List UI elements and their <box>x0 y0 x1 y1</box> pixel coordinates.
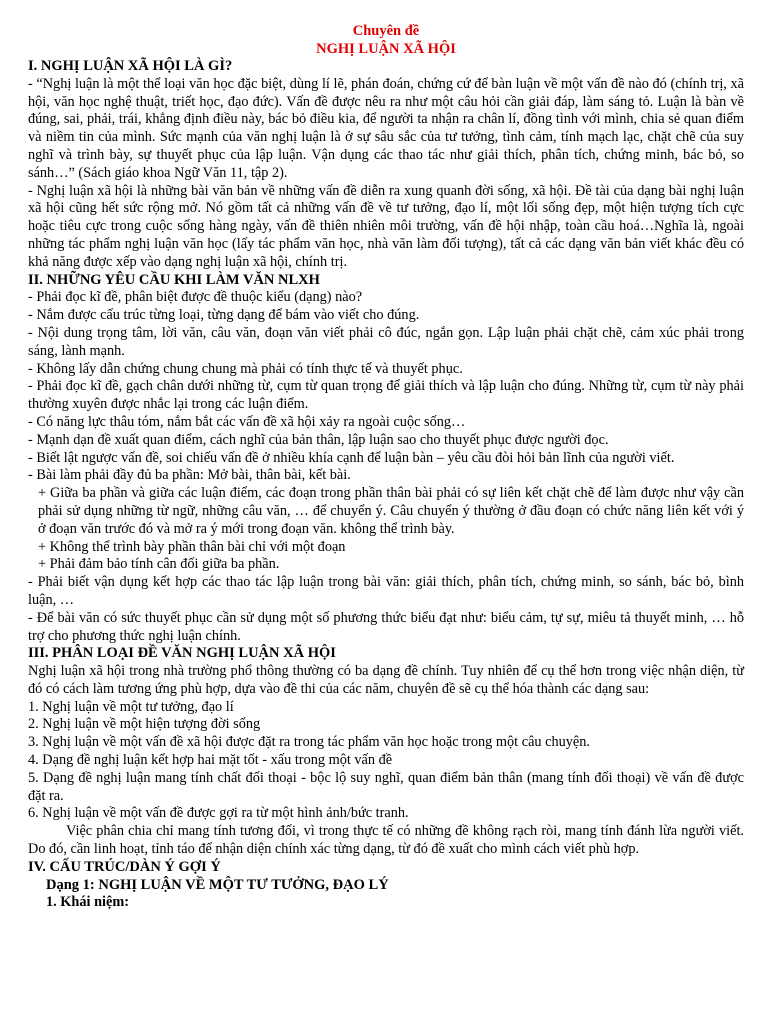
section-heading-1: I. NGHỊ LUẬN XÃ HỘI LÀ GÌ? <box>28 58 233 74</box>
paragraph: - Nghị luận xã hội là những bài văn bản về những vấn đề diễn ra xung quanh đời sống, xã hội. Đề tài của dạng bài nghị luận xã hội cũng hết sức rộng mở. Nó gồm tất cả những vấn đề về tư tưởng, đạo lí, một lối sống đẹp, một hiện tượng tích cực hoặc tiêu cực trong cuộc sống hàng ngày, vấn đề thiên nhiên môi trường, vấn đề hội nhập, toàn cầu hoá…Nghĩa là, ngoài những tác phẩm nghị luận văn học (lấy tác phẩm văn học, nhà văn làm đối tượng), tất cả các dạng văn bản viết khác đều có khả năng được xếp vào dạng nghị luận xã hội, chính trị. <box>28 182 744 270</box>
section-heading-2: II. NHỮNG YÊU CẦU KHI LÀM VĂN NLXH <box>28 271 320 288</box>
section-heading-3: III. PHÂN LOẠI ĐỀ VĂN NGHỊ LUẬN XÃ HỘI <box>28 645 336 662</box>
list-item: - Bài làm phải đầy đủ ba phần: Mở bài, thân bài, kết bài. <box>28 467 351 484</box>
list-item: - Để bài văn có sức thuyết phục cần sử dụng một số phương thức biểu đạt như: biểu cảm, tự sự, miêu tả thuyết minh, … hỗ trợ cho phương thức nghị luận chính. <box>28 609 744 644</box>
sub-item: + Không thể trình bày phần thân bài chỉ với một đoạn <box>38 538 346 555</box>
list-item: - Mạnh dạn đề xuất quan điểm, cách nghĩ của bản thân, lập luận sao cho thuyết phục được người đọc. <box>28 431 609 448</box>
doc-subtitle: Chuyên đề <box>352 23 420 39</box>
list-item: - Có năng lực thâu tóm, nắm bắt các vấn đề xã hội xảy ra ngoài cuộc sống… <box>28 413 466 430</box>
paragraph: Việc phân chia chỉ mang tính tương đối, vì trong thực tế có những đề không rạch ròi, mang tính đánh lừa người viết. Do đó, cần linh hoạt, tỉnh táo để nhận diện chính xác từng dạng, từ đó đề xuất cho mình cách viết phù hợp. <box>28 823 744 858</box>
list-item: - Nội dung trọng tâm, lời văn, câu văn, đoạn văn viết phải cô đúc, ngắn gọn. Lập luận phải chặt chẽ, cảm xúc phải trong sáng, lành mạnh. <box>28 324 744 359</box>
subsection-heading: Dạng 1: NGHỊ LUẬN VỀ MỘT TƯ TƯỞNG, ĐẠO LÝ <box>46 876 389 893</box>
list-item: 6. Nghị luận về một vấn đề được gợi ra từ một hình ảnh/bức tranh. <box>28 805 409 822</box>
list-item: 3. Nghị luận về một vấn đề xã hội được đặt ra trong tác phẩm văn học hoặc trong một câu chuyện. <box>28 734 590 751</box>
list-item: - Phải đọc kĩ đề, phân biệt được đề thuộc kiểu (dạng) nào? <box>28 289 363 306</box>
list-item: - Phải biết vận dụng kết hợp các thao tác lập luận trong bài văn: giải thích, phân tích, chứng minh, so sánh, bác bỏ, bình luận, … <box>28 574 744 608</box>
list-item: 2. Nghị luận về một hiện tượng đời sống <box>28 716 261 733</box>
doc-title: NGHỊ LUẬN XÃ HỘI <box>316 41 456 57</box>
paragraph: Nghị luận xã hội trong nhà trường phổ thông thường có ba dạng đề chính. Tuy nhiên để cụ thể hơn trong việc nhận diện, từ đó có cách làm tương ứng phù hợp, dựa vào đề thi của các năm, chuyên đề sẽ cụ thể hóa thành các dạng sau: <box>28 663 744 697</box>
subsection-subheading: 1. Khái niệm: <box>46 894 130 911</box>
list-item: 5. Dạng đề nghị luận mang tính chất đối thoại - bộc lộ suy nghĩ, quan điểm bản thân (mang tính đối thoại) về vấn đề được đặt ra. <box>28 769 744 804</box>
section-heading-4: IV. CẤU TRÚC/DÀN Ý GỢI Ý <box>28 858 221 875</box>
paragraph: - “Nghị luận là một thể loại văn học đặc biệt, dùng lí lẽ, phán đoán, chứng cứ để bàn luận về một vấn đề nào đó (chính trị, xã hội, văn học nghệ thuật, triết học, đạo đức). Vấn đề được nêu ra như một câu hỏi cần giải đáp, làm sáng tỏ. Luận là bàn về đúng, sai, phải, trái, khẳng định điều này, bác bỏ điều kia, để người ta nhận ra chân lí, đồng tình với mình, chia sẻ quan điểm và niềm tin của mình. Sức mạnh của văn nghị luận là ở sự sâu sắc của tư tưởng, tình cảm, tính mạch lạc, chặt chẽ của suy nghĩ và trình bày, sự thuyết phục của lập luận. Vận dụng các thao tác như giải thích, phân tích, chứng minh, bác bỏ, so sánh…” (Sách giáo khoa Ngữ Văn 11, tập 2). <box>28 75 744 181</box>
sub-item: + Phải đảm bảo tính cân đối giữa ba phần. <box>38 556 280 573</box>
sub-item: + Giữa ba phần và giữa các luận điểm, các đoạn trong phần thân bài phải có sự liên kết chặt chẽ để làm được như vậy cần phải sử dụng những từ ngữ, những câu văn, … để chuyển ý. Câu chuyển ý thường ở đầu đoạn có chức năng liên kết với ý ở đoạn văn trước đó và mở ra ý mới trong đoạn văn. không thể trình bày. <box>38 485 744 537</box>
list-item: - Nắm được cấu trúc từng loại, từng dạng để bám vào viết cho đúng. <box>28 307 420 324</box>
list-item: 4. Dạng đề nghị luận kết hợp hai mặt tốt - xấu trong một vấn đề <box>28 752 393 769</box>
list-item: - Không lấy dẫn chứng chung chung mà phải có tính thực tế và thuyết phục. <box>28 360 463 377</box>
list-item: - Phải đọc kĩ đề, gạch chân dưới những từ, cụm từ quan trọng để giải thích và lập luận cho đúng. Những từ, cụm từ này phải thường xuyên được nhắc lại trong các luận điểm. <box>28 378 744 413</box>
list-item: 1. Nghị luận về một tư tưởng, đạo lí <box>28 698 234 715</box>
list-item: - Biết lật ngược vấn đề, soi chiếu vấn đề ở nhiều khía cạnh để luận bàn – yêu cầu đòi hỏi bản lĩnh của người viết. <box>28 449 675 466</box>
